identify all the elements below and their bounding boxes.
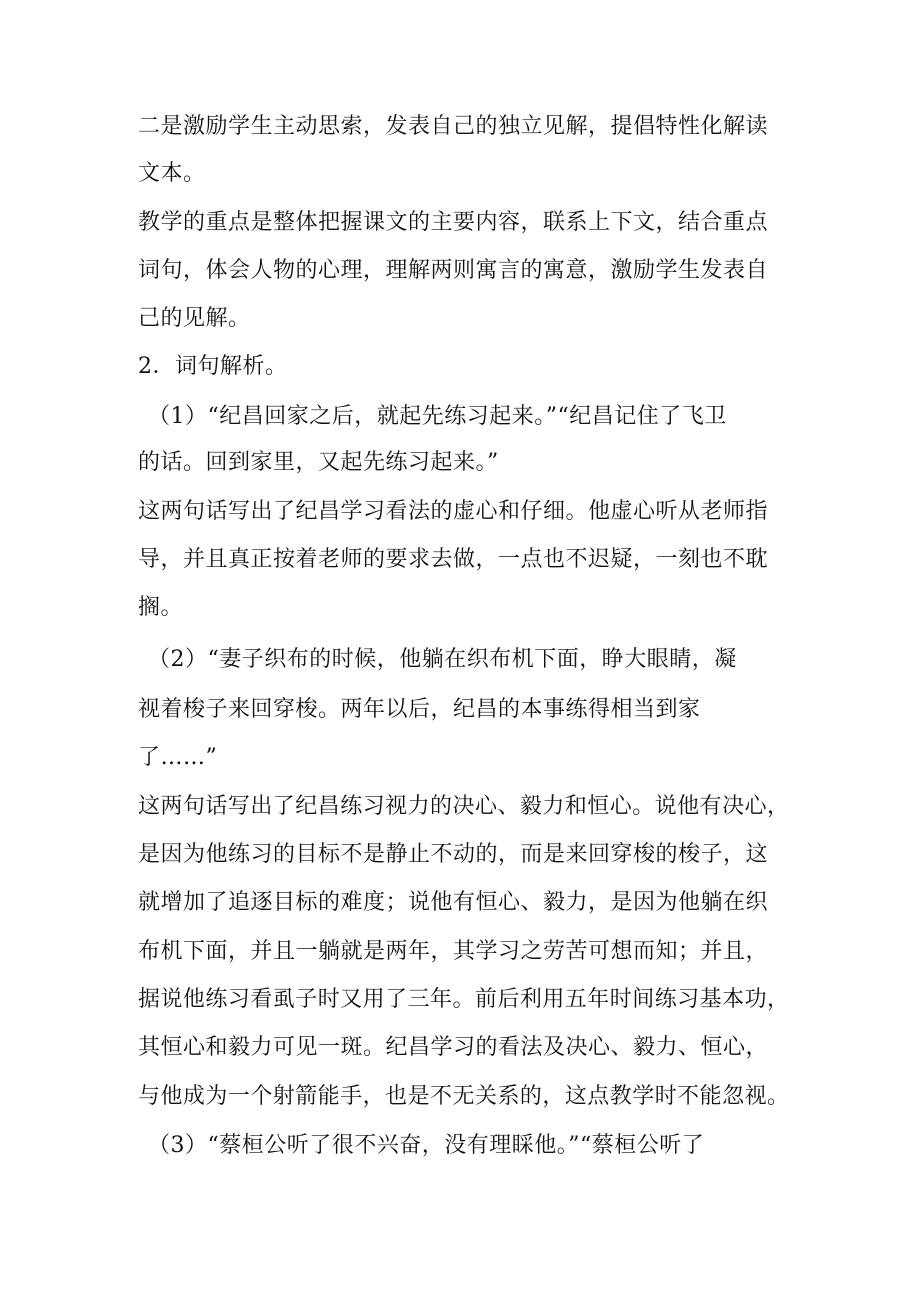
text-line: 据说他练习看虱子时又用了三年。前后利用五年时间练习基本功， bbox=[138, 987, 790, 1012]
text-line: 导，并且真正按着老师的要求去做，一点也不迟疑，一刻也不耽 bbox=[138, 547, 769, 572]
text-line: （3）“蔡桓公听了很不兴奋，没有理睬他。”“蔡桓公听了 bbox=[148, 1133, 705, 1158]
section-heading: 2．词句解析。 bbox=[138, 354, 288, 379]
text-line: 这两句话写出了纪昌学习看法的虚心和仔细。他虚心听从老师指 bbox=[138, 499, 769, 524]
text-line: 二是激励学生主动思索，发表自己的独立见解，提倡特性化解读 bbox=[138, 114, 769, 139]
text-line: 是因为他练习的目标不是静止不动的，而是来回穿梭的梭子，这 bbox=[138, 842, 769, 867]
text-line: 就增加了追逐目标的难度；说他有恒心、毅力，是因为他躺在织 bbox=[138, 890, 769, 915]
text-line: 教学的重点是整体把握课文的主要内容，联系上下文，结合重点 bbox=[138, 210, 769, 235]
text-line: （2）“妻子织布的时候，他躺在织布机下面，睁大眼睛，凝 bbox=[148, 647, 737, 672]
text-line: 其恒心和毅力可见一斑。纪昌学习的看法及决心、毅力、恒心， bbox=[138, 1035, 769, 1060]
text-line: 文本。 bbox=[138, 161, 206, 186]
text-line: 搁。 bbox=[138, 595, 184, 620]
text-line: 布机下面，并且一躺就是两年，其学习之劳苦可想而知；并且， bbox=[138, 939, 769, 964]
text-line: 视着梭子来回穿梭。两年以后，纪昌的本事练得相当到家 bbox=[138, 697, 701, 722]
text-line: 己的见解。 bbox=[138, 306, 251, 331]
text-line: 的话。回到家里，又起先练习起来。” bbox=[138, 450, 499, 475]
text-line: 词句，体会人物的心理，理解两则寓言的寓意，激励学生发表自 bbox=[138, 258, 769, 283]
text-line: 这两句话写出了纪昌练习视力的决心、毅力和恒心。说他有决心， bbox=[138, 794, 790, 819]
text-line: （1）“纪昌回家之后，就起先练习起来。”“纪昌记住了飞卫 bbox=[148, 404, 727, 429]
text-line: 与他成为一个射箭能手，也是不无关系的，这点教学时不能忽视。 bbox=[138, 1084, 790, 1109]
text-line: 了……” bbox=[138, 745, 218, 770]
